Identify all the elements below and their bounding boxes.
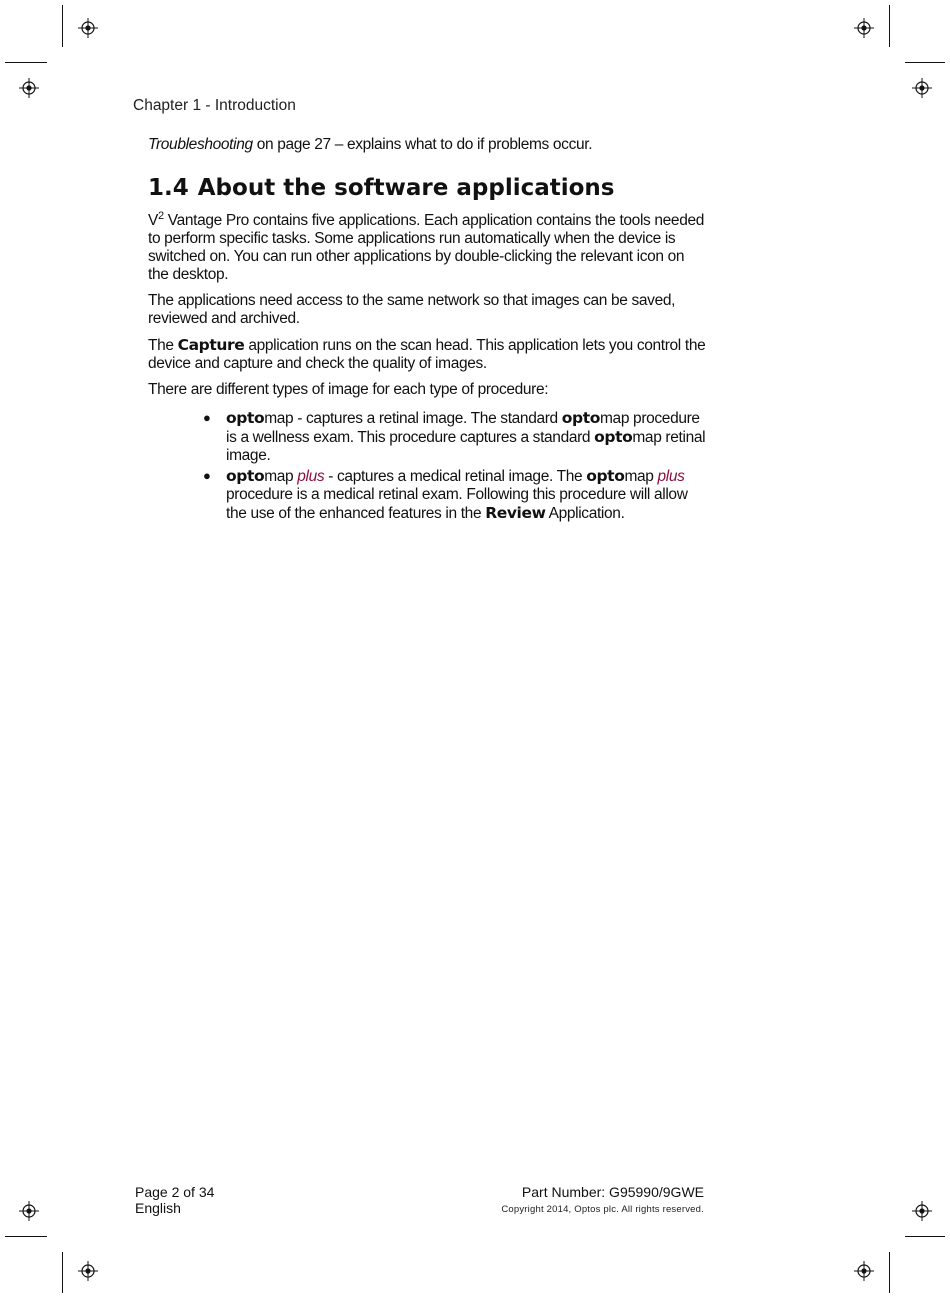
running-header: Chapter 1 - Introduction: [133, 97, 296, 114]
paragraph-3-lead: The: [148, 337, 178, 354]
bullet-icon: ●: [203, 410, 211, 425]
list-text: map procedure is a wellness exam. This procedure captures a standard: [226, 410, 700, 446]
page-number: Page 2 of 34: [135, 1184, 215, 1200]
registration-mark-icon: [19, 78, 39, 98]
crop-mark: [5, 1236, 47, 1237]
capture-term: Capture: [177, 336, 245, 354]
paragraph-1: [148, 212, 708, 284]
crop-mark: [889, 5, 890, 47]
footer-right: [501, 1184, 704, 1218]
review-term: Review: [485, 504, 546, 522]
plus-term: plus: [297, 468, 325, 485]
list-item: [203, 409, 708, 465]
list-text: procedure is a medical retinal exam. Following this procedure will allow the use of the enhanced features in the: [226, 486, 688, 522]
opto-term: opto: [226, 409, 265, 427]
list-text: map - captures a retinal image. The standard: [264, 410, 562, 427]
opto-term: opto: [594, 428, 633, 446]
section-heading: [148, 174, 708, 202]
registration-mark-icon: [854, 18, 874, 38]
crop-mark: [905, 1236, 945, 1237]
page-body: [148, 136, 708, 525]
crop-mark: [62, 1252, 63, 1293]
list-text: map retinal image.: [226, 429, 706, 464]
intro-line: [148, 136, 708, 154]
footer-language: English: [135, 1200, 181, 1216]
footer-left: [135, 1184, 214, 1216]
procedure-list: [148, 409, 708, 523]
crop-mark: [5, 62, 47, 63]
list-text: map: [264, 468, 298, 485]
bullet-icon: ●: [203, 468, 211, 483]
paragraph-2: The applications need access to the same network so that images can be saved, reviewed and archived.: [148, 292, 676, 327]
crop-mark: [62, 5, 63, 47]
plus-term: plus: [657, 468, 685, 485]
opto-term: opto: [226, 467, 265, 485]
intro-rest: on page 27 – explains what to do if problems occur.: [252, 136, 593, 153]
part-number: Part Number: G95990/9GWE: [521, 1184, 704, 1200]
list-text: - captures a medical retinal image. The: [324, 468, 587, 485]
paragraph-3-text: application runs on the scan head. This application lets you control the device and capture and check the quality of images.: [148, 337, 706, 372]
crop-mark: [905, 62, 945, 63]
paragraph-4: There are different types of image for each type of procedure:: [148, 381, 549, 398]
product-superscript: 2: [158, 210, 164, 222]
troubleshooting-ref: Troubleshooting: [148, 136, 253, 153]
opto-term: opto: [561, 409, 600, 427]
opto-term: opto: [586, 467, 625, 485]
paragraph-1-text: Vantage Pro contains five applications. Each application contains the tools needed to perform specific tasks. Some applications run automatically when the device is switched on. You can run other applications by double-clicking the relevant icon on the desktop.: [148, 212, 705, 283]
registration-mark-icon: [78, 18, 98, 38]
registration-mark-icon: [854, 1261, 874, 1281]
section-number: 1.4: [148, 175, 189, 201]
product-v: V: [148, 212, 158, 229]
list-text: Application.: [545, 505, 625, 522]
registration-mark-icon: [912, 1201, 932, 1221]
section-title: About the software applications: [197, 175, 615, 201]
crop-mark: [889, 1252, 890, 1293]
registration-mark-icon: [19, 1201, 39, 1221]
list-item: [203, 467, 708, 523]
list-text: map: [624, 468, 658, 485]
registration-mark-icon: [78, 1261, 98, 1281]
copyright: Copyright 2014, Optos plc. All rights reserved.: [501, 1204, 704, 1215]
registration-mark-icon: [912, 78, 932, 98]
paragraph-3: [148, 336, 708, 373]
